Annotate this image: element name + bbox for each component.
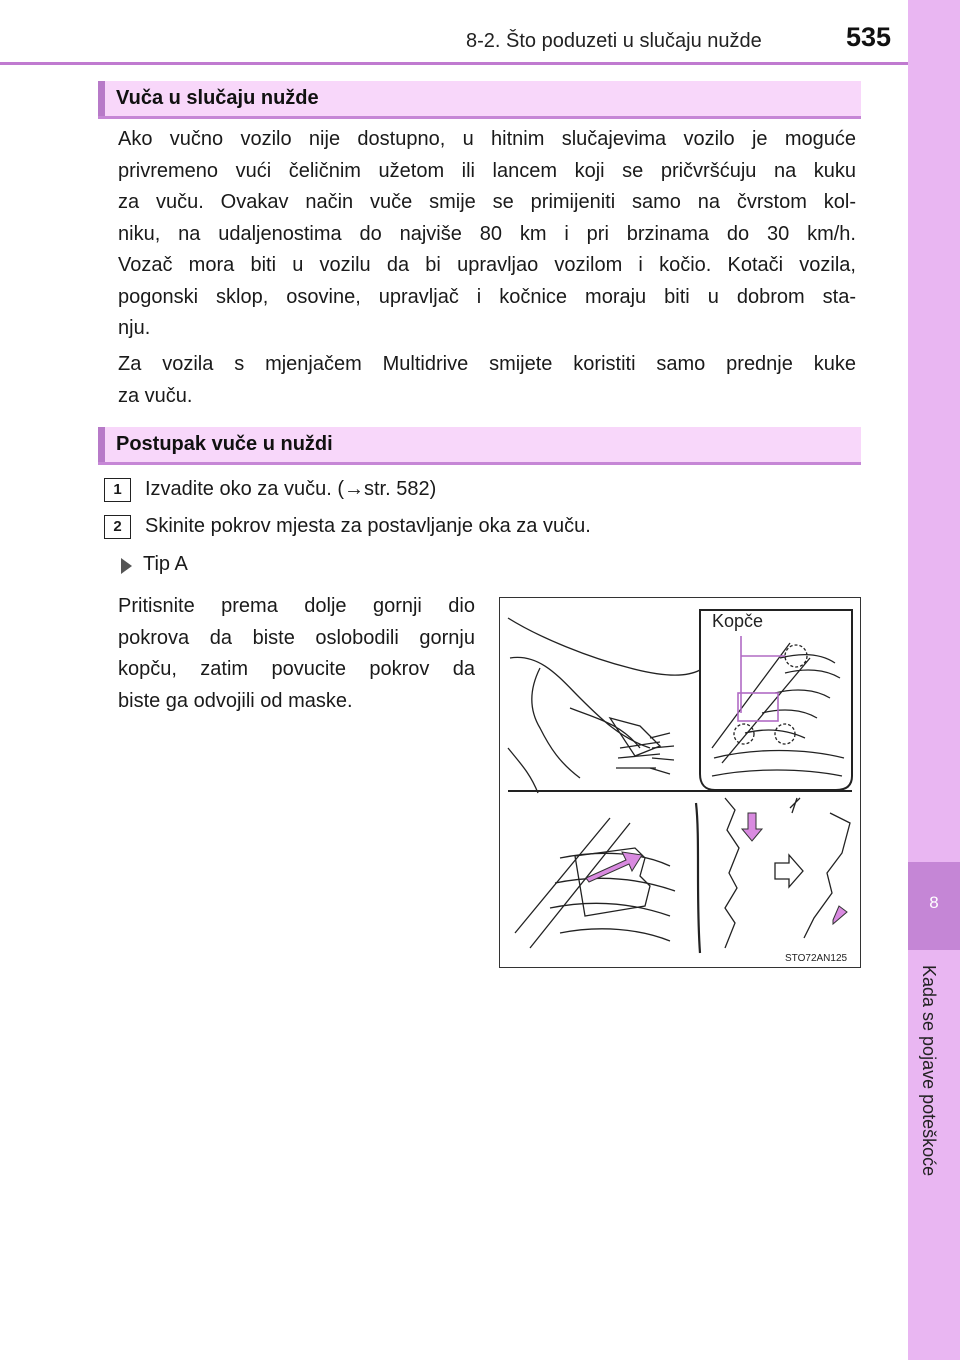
tow-cover-illustration xyxy=(499,597,861,968)
step-number-1: 1 xyxy=(104,478,131,502)
section-heading-towing-procedure xyxy=(98,427,861,465)
step-number-2: 2 xyxy=(104,515,131,539)
text-line: biste ga odvojili od maske. xyxy=(118,689,353,712)
tip-label: Tip A xyxy=(143,553,188,575)
step-text-1: Izvadite oko za vuču. (→str. 582) xyxy=(145,478,437,500)
text-line: za vuču. Ovakav način vuče smije se primijeniti samo na čvrstom kol- xyxy=(118,191,856,213)
section-heading-emergency-towing xyxy=(98,81,861,119)
side-chapter-number: 8 xyxy=(929,893,939,912)
illustration-drawing xyxy=(500,598,861,968)
section-heading-text: Vuča u slučaju nužde xyxy=(116,87,319,109)
text-line: Za vozila s mjenjačem Multidrive smijete koristiti samo prednje kuke xyxy=(118,353,856,375)
image-code: STO72AN125 xyxy=(785,953,848,964)
triangle-bullet-icon xyxy=(121,558,132,574)
text-line: kopču, zatim povucite pokrov da xyxy=(118,658,475,680)
multidrive-paragraph xyxy=(118,349,856,412)
text-line: pokrova da biste oslobodili gornju xyxy=(118,626,475,649)
text-line: privremeno vući čeličnim užetom ili lancem koji se pričvršćuju na kuku xyxy=(118,159,856,182)
tip-paragraph xyxy=(118,591,475,717)
intro-paragraph xyxy=(118,124,856,345)
text-line: Vozač mora biti u vozilu da bi upravljao vozilom i kočio. Kotači vozila, xyxy=(118,254,856,276)
side-chapter-label: Kada se pojave poteškoće xyxy=(919,965,939,1177)
chapter-title: 8-2. Što poduzeti u slučaju nužde xyxy=(466,30,762,52)
callout-label-clips: Kopče xyxy=(712,611,764,631)
text-line: Ako vučno vozilo nije dostupno, u hitnim slučajevima vozilo je moguće xyxy=(118,128,856,150)
text-line: za vuču. xyxy=(118,384,193,407)
page-number: 535 xyxy=(846,22,892,52)
text-line: nju. xyxy=(118,317,151,339)
text-line: niku, na udaljenostima do najviše 80 km i pri brzinama do 30 km/h. xyxy=(118,222,856,245)
header-divider xyxy=(0,62,908,65)
step-text-2: Skinite pokrov mjesta za postavljanje oka za vuču. xyxy=(145,515,591,537)
text-line: Pritisnite prema dolje gornji dio xyxy=(118,595,475,617)
section-heading-text: Postupak vuče u nuždi xyxy=(116,433,333,455)
text-line: pogonski sklop, osovine, upravljač i kočnice moraju biti u dobrom sta- xyxy=(118,285,856,308)
